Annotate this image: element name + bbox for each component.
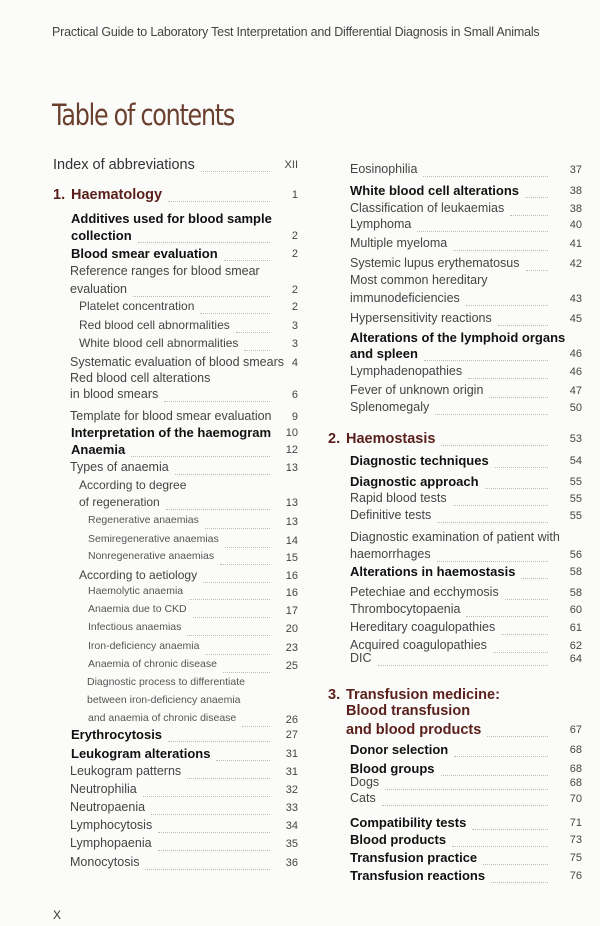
entry-title: Cats (350, 791, 376, 805)
dot-leader (417, 230, 548, 232)
dot-leader (382, 804, 548, 806)
dot-leader (485, 487, 548, 489)
page-ref: 13 (285, 497, 298, 509)
section-number: 1. (53, 187, 66, 203)
dot-leader (223, 671, 270, 673)
dot-leader (203, 581, 270, 583)
dot-leader (466, 304, 548, 306)
page-ref: 26 (285, 714, 298, 726)
entry-title: Diagnostic examination of patient with (350, 530, 560, 544)
dot-leader (175, 473, 270, 475)
dot-leader (437, 521, 548, 523)
page-ref: 15 (285, 552, 298, 564)
page-number: X (53, 908, 62, 922)
entry-title: Blood smear evaluation (71, 246, 218, 261)
entry-title: Haemolytic anaemia (88, 585, 184, 597)
page-ref: 33 (285, 802, 298, 814)
dot-leader (424, 359, 548, 361)
dot-leader (151, 813, 270, 815)
dot-leader (158, 849, 270, 851)
page-ref: 46 (569, 348, 582, 360)
page-ref: 31 (285, 766, 298, 778)
entry-title: Interpretation of the haemogram (71, 425, 272, 440)
entry-title: Nonregenerative anaemias (88, 550, 215, 562)
dot-leader (131, 455, 270, 457)
page-ref: 37 (569, 164, 582, 176)
dot-leader (133, 295, 270, 297)
entry-title: Donor selection (350, 742, 449, 757)
page-ref: 62 (569, 640, 582, 652)
dot-leader (453, 504, 548, 506)
page-ref: 12 (285, 444, 298, 456)
page-ref: 55 (569, 493, 582, 505)
page-ref: 41 (569, 238, 582, 250)
page-ref: 67 (569, 724, 582, 736)
dot-leader (423, 175, 548, 177)
entry-title: Compatibility tests (350, 815, 467, 830)
page-ref: 16 (285, 570, 298, 582)
page-ref: 2 (291, 248, 298, 260)
entry-title: Erythrocytosis (71, 727, 163, 742)
entry-title: Classification of leukaemias (350, 201, 505, 215)
page-ref: 3 (291, 338, 298, 350)
dot-leader (138, 241, 270, 243)
entry-title: haemorrhages (350, 547, 431, 561)
entry-title: Hereditary coagulopathies (350, 620, 496, 634)
dot-leader (242, 725, 270, 727)
dot-leader (441, 444, 548, 446)
dot-leader (216, 759, 270, 761)
entry-title: Diagnostic approach (350, 474, 479, 489)
dot-leader (201, 170, 270, 172)
entry-title: Leukogram alterations (71, 746, 211, 761)
page-ref: 60 (569, 604, 582, 616)
dot-leader (489, 396, 548, 398)
page-ref: 13 (285, 516, 298, 528)
page-title: Table of contents (52, 98, 235, 132)
page-ref: 34 (285, 820, 298, 832)
entry-title: Red blood cell alterations (70, 371, 211, 385)
dot-leader (193, 616, 270, 618)
dot-leader (225, 546, 270, 548)
dot-leader (526, 269, 548, 271)
dot-leader (441, 774, 549, 776)
entry-title: Acquired coagulopathies (350, 638, 487, 652)
dot-leader (168, 200, 270, 202)
entry-title: According to degree (79, 478, 187, 492)
entry-title: Infectious anaemias (88, 621, 182, 633)
entry-title: Lymphoma (350, 217, 412, 231)
entry-title: Regenerative anaemias (88, 514, 199, 526)
page-ref: 53 (569, 433, 582, 445)
page-ref: 3 (291, 320, 298, 332)
entry-title: Alterations of the lymphoid organs (350, 330, 566, 345)
page-ref: 61 (569, 622, 582, 634)
dot-leader (453, 249, 548, 251)
entry-title: White blood cell alterations (350, 183, 520, 198)
page-ref: 50 (569, 402, 582, 414)
entry-title: Systematic evaluation of blood smears (70, 355, 284, 369)
dot-leader (498, 324, 548, 326)
entry-title: Haemostasis (346, 431, 436, 447)
page-ref: 25 (285, 660, 298, 672)
entry-title: Transfusion reactions (350, 868, 486, 883)
entry-title: Splenomegaly (350, 400, 430, 414)
entry-title: Template for blood smear evaluation (70, 409, 272, 423)
page-ref: 43 (569, 293, 582, 305)
entry-title: Leukogram patterns (70, 764, 182, 778)
page-ref: 17 (285, 605, 298, 617)
dot-leader (158, 831, 270, 833)
dot-leader (483, 863, 548, 865)
dot-leader (521, 577, 548, 579)
dot-leader (168, 740, 270, 742)
dot-leader (166, 508, 270, 510)
page-ref: 20 (285, 623, 298, 635)
page-ref: 14 (285, 535, 298, 547)
dot-leader (244, 349, 270, 351)
page-ref: XII (284, 159, 298, 171)
page-ref: 56 (569, 549, 582, 561)
entry-title: Red blood cell abnormalities (79, 318, 230, 332)
page-ref: 42 (569, 258, 582, 270)
dot-leader (220, 563, 270, 565)
page-ref: 31 (285, 748, 298, 760)
entry-title: Haematology (71, 187, 163, 203)
entry-title: According to aetiology (79, 568, 198, 582)
dot-leader (224, 259, 270, 261)
entry-title: in blood smears (70, 387, 159, 401)
entry-title: Hypersensitivity reactions (350, 311, 492, 325)
entry-title: between iron-deficiency anaemia (87, 694, 241, 706)
entry-title: Anaemia due to CKD (88, 603, 187, 615)
page-ref: 55 (569, 510, 582, 522)
dot-leader (200, 312, 270, 314)
entry-title: Petechiae and ecchymosis (350, 585, 499, 599)
page-ref: 73 (569, 834, 582, 846)
page-ref: 68 (569, 763, 582, 775)
page-ref: 32 (285, 784, 298, 796)
entry-title: Anaemia of chronic disease (88, 658, 217, 670)
dot-leader (435, 413, 548, 415)
entry-title: Diagnostic techniques (350, 453, 489, 468)
dot-leader (378, 664, 548, 666)
page-ref: 13 (285, 462, 298, 474)
entry-title: Rapid blood tests (350, 491, 447, 505)
dot-leader (164, 400, 270, 402)
entry-title: Thrombocytopaenia (350, 602, 461, 616)
dot-leader (205, 527, 270, 529)
entry-title: Iron-deficiency anaemia (88, 640, 200, 652)
entry-title: Lymphocytosis (70, 818, 153, 832)
dot-leader (187, 777, 270, 779)
page-ref: 71 (569, 817, 582, 829)
page-ref: 68 (569, 777, 582, 789)
entry-title: Blood products (350, 832, 447, 847)
dot-leader (466, 615, 548, 617)
dot-leader (143, 795, 270, 797)
entry-title: Blood groups (350, 761, 435, 776)
page-ref: 58 (569, 566, 582, 578)
page-ref: 23 (285, 642, 298, 654)
section-number: 3. (328, 687, 341, 703)
page-ref: 36 (285, 857, 298, 869)
dot-leader (189, 598, 270, 600)
section-number: 2. (328, 431, 341, 447)
entry-title: Most common hereditary (350, 273, 488, 287)
entry-title: Lymphopaenia (70, 836, 152, 850)
page-ref: 27 (285, 729, 298, 741)
page-ref: 47 (569, 385, 582, 397)
entry-title: Anaemia (71, 442, 126, 457)
entry-title: and blood products (346, 722, 482, 738)
entry-title: Index of abbreviations (53, 157, 195, 173)
page-ref: 35 (285, 838, 298, 850)
dot-leader (495, 466, 548, 468)
dot-leader (145, 868, 270, 870)
page-ref: 76 (569, 870, 582, 882)
page-ref: 64 (569, 653, 582, 665)
entry-title: Types of anaemia (70, 460, 169, 474)
page-ref: 16 (285, 587, 298, 599)
page-ref: 40 (569, 219, 582, 231)
page-ref: 9 (291, 411, 298, 423)
page-ref: 2 (291, 301, 298, 313)
page-ref: 6 (291, 389, 298, 401)
page-ref: 1 (291, 189, 298, 201)
entry-title: of regeneration (79, 495, 160, 509)
dot-leader (187, 634, 270, 636)
page-ref: 4 (291, 357, 298, 369)
entry-title: White blood cell abnormalities (79, 336, 239, 350)
entry-title: Transfusion medicine: (346, 687, 500, 703)
page-ref: 46 (569, 366, 582, 378)
entry-title: Multiple myeloma (350, 236, 448, 250)
entry-title: Neutropaenia (70, 800, 146, 814)
entry-title: Systemic lupus erythematosus (350, 256, 520, 270)
page-ref: 70 (569, 793, 582, 805)
entry-title: Fever of unknown origin (350, 383, 484, 397)
page-ref: 68 (569, 744, 582, 756)
entry-title: collection (71, 228, 132, 243)
entry-title: Monocytosis (70, 855, 140, 869)
dot-leader (452, 845, 548, 847)
dot-leader (205, 653, 270, 655)
entry-title: Lymphadenopathies (350, 364, 463, 378)
dot-leader (491, 881, 548, 883)
entry-title: Neutrophilia (70, 782, 137, 796)
dot-leader (493, 651, 548, 653)
entry-title: Diagnostic process to differentiate (87, 676, 245, 688)
page-ref: 54 (569, 455, 582, 467)
page-ref: 58 (569, 587, 582, 599)
entry-title: and spleen (350, 346, 418, 361)
page-ref: 55 (569, 476, 582, 488)
dot-leader (236, 331, 270, 333)
dot-leader (501, 633, 548, 635)
page-ref: 38 (569, 185, 582, 197)
page-ref: 75 (569, 852, 582, 864)
entry-title: Dogs (350, 775, 380, 789)
running-header: Practical Guide to Laboratory Test Interpretation and Differential Diagnosis in Small Animals (52, 25, 540, 39)
entry-title: Reference ranges for blood smear (70, 264, 260, 278)
page-ref: 45 (569, 313, 582, 325)
dot-leader (468, 377, 548, 379)
entry-title: Blood transfusion (346, 703, 471, 719)
dot-leader (385, 788, 548, 790)
entry-title: evaluation (70, 282, 127, 296)
dot-leader (454, 755, 548, 757)
entry-title: Semiregenerative anaemias (88, 533, 219, 545)
dot-leader (510, 214, 548, 216)
entry-title: Additives used for blood sample (71, 211, 272, 226)
entry-title: Alterations in haemostasis (350, 564, 516, 579)
dot-leader (525, 196, 548, 198)
entry-title: and anaemia of chronic disease (88, 712, 237, 724)
dot-leader (505, 598, 548, 600)
page-ref: 2 (291, 230, 298, 242)
entry-title: Transfusion practice (350, 850, 478, 865)
entry-title: Eosinophilia (350, 162, 418, 176)
entry-title: Platelet concentration (79, 299, 195, 313)
entry-title: immunodeficiencies (350, 291, 460, 305)
dot-leader (437, 560, 548, 562)
page-ref: 38 (569, 203, 582, 215)
dot-leader (472, 828, 548, 830)
page-ref: 2 (291, 284, 298, 296)
page-ref: 10 (285, 427, 298, 439)
dot-leader (487, 735, 548, 737)
entry-title: DIC (350, 651, 372, 665)
entry-title: Definitive tests (350, 508, 432, 522)
